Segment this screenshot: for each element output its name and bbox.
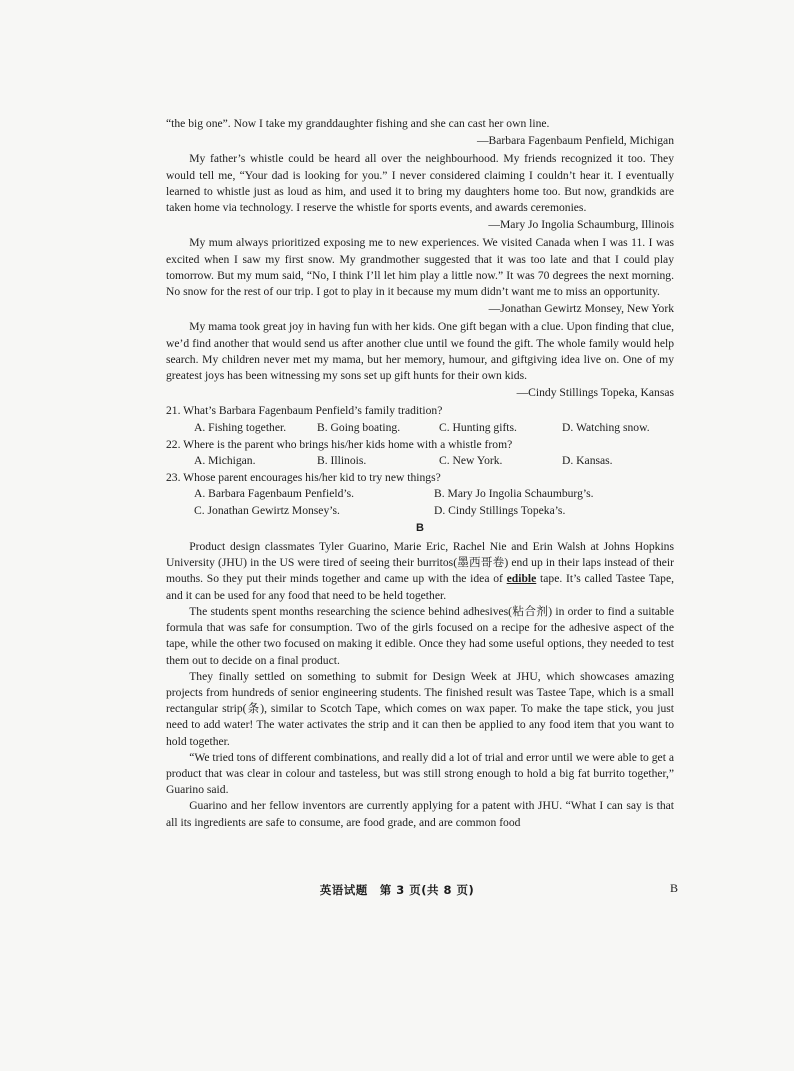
paragraph-text: tape. It’s called Tastee Tape, and it can be used for any food that need to be held together. xyxy=(166,572,674,602)
paragraph: “the big one”. Now I take my granddaughter fishing and she can cast her own line. xyxy=(166,117,550,130)
option-b: B. Going boating. xyxy=(317,420,401,434)
question-21 xyxy=(166,403,674,435)
answer-options xyxy=(166,486,674,502)
page-footer: 英语试题 第 3 页(共 8 页) xyxy=(319,883,475,897)
signature: —Barbara Fagenbaum Penfield, Michigan xyxy=(476,134,674,148)
paragraph: My mama took great joy in having fun with her kids. One gift began with a clue. Upon finding that clue, we’d find another that would send us after another clue until we found the gift. The whole family would help search. My children never met my mama, but her memory, humour, and giftgiving idea live on. One of my greatest joys has been witnessing my sons set up gift hunts for their own kids. xyxy=(166,320,674,383)
paragraph xyxy=(166,539,674,604)
question-23 xyxy=(166,470,674,519)
paragraph-text: Product design classmates Tyler Guarino, Marie Eric, Rachel Nie and Erin Walsh at Johns Hopkins University (JHU) in the US were tired of seeing their burritos(墨西哥卷) end up in their laps instead of their mouths. So they put their minds together and came up with the idea of xyxy=(166,540,674,586)
paragraph: My mum always prioritized exposing me to new experiences. We visited Canada when I was 11. I was excited when I saw my first snow. My grandmother suggested that it was too late and that I could play tomorrow. But my mum said, “No, I think I’ll let him play a little now.” It was 70 degrees the next morning. No snow for the rest of our trip. I got to play in it because my mum didn’t want me to miss an opportunity. xyxy=(166,236,674,299)
option-d: D. Cindy Stillings Topeka’s. xyxy=(434,503,566,517)
question-22 xyxy=(166,437,674,469)
option-c: C. Jonathan Gewirtz Monsey’s. xyxy=(194,503,340,517)
question-stem: 23. Whose parent encourages his/her kid to try new things? xyxy=(166,471,441,485)
option-a: A. Barbara Fagenbaum Penfield’s. xyxy=(194,487,355,501)
answer-options xyxy=(166,453,674,469)
option-a: A. Michigan. xyxy=(194,454,256,468)
paragraph: “We tried tons of different combinations, and really did a lot of trial and error until we were able to get a product that was clear in colour and tasteless, but was still strong enough to hold a big fat burrito together,” Guarino said. xyxy=(166,750,674,797)
signature: —Jonathan Gewirtz Monsey, New York xyxy=(488,302,674,316)
option-d: D. Watching snow. xyxy=(562,420,650,434)
paper-version-mark: B xyxy=(670,881,679,895)
signature: —Cindy Stillings Topeka, Kansas xyxy=(516,386,674,400)
paragraph: My father’s whistle could be heard all over the neighbourhood. My friends recognized it too. They would tell me, “Your dad is looking for you.” I never considered claiming I couldn’t hear it. I eventually learned to whistle just as loud as him, and used it to bring my daughters home too. But now, grandkids are taken home via technology. I reserve the whistle for sports events, and awards ceremonies. xyxy=(166,152,674,215)
option-b: B. Illinois. xyxy=(317,454,367,468)
underlined-word: edible xyxy=(506,572,537,586)
question-stem: 21. What’s Barbara Fagenbaum Penfield’s family tradition? xyxy=(166,404,443,418)
answer-options xyxy=(166,503,674,519)
option-a: A. Fishing together. xyxy=(194,420,287,434)
option-c: C. New York. xyxy=(439,454,503,468)
section-heading: B xyxy=(416,521,424,534)
paragraph: They finally settled on something to submit for Design Week at JHU, which showcases amazing projects from hundreds of senior engineering students. The finished result was Tastee Tape, which is a small rectangular strip(条), similar to Scotch Tape, which comes on wax paper. To make the tape stick, you just need to add water! The water activates the strip and it can then be applied to any food item that you want to hold together. xyxy=(166,669,674,748)
option-c: C. Hunting gifts. xyxy=(439,420,517,434)
signature: —Mary Jo Ingolia Schaumburg, Illinois xyxy=(488,218,674,232)
page-content xyxy=(166,116,674,831)
option-d: D. Kansas. xyxy=(562,454,613,468)
paragraph: The students spent months researching the science behind adhesives(粘合剂) in order to find a suitable formula that was safe for consumption. Two of the girls focused on a recipe for the adhesive aspect of the tape, while the other two focused on making it edible. Once they had some useful options, they needed to test them out to decide on a final product. xyxy=(166,604,674,667)
paragraph: Guarino and her fellow inventors are currently applying for a patent with JHU. “What I can say is that all its ingredients are safe to consume, are food grade, and are common food xyxy=(166,799,674,829)
question-stem: 22. Where is the parent who brings his/her kids home with a whistle from? xyxy=(166,437,513,451)
answer-options xyxy=(166,420,674,436)
option-b: B. Mary Jo Ingolia Schaumburg’s. xyxy=(434,487,594,501)
